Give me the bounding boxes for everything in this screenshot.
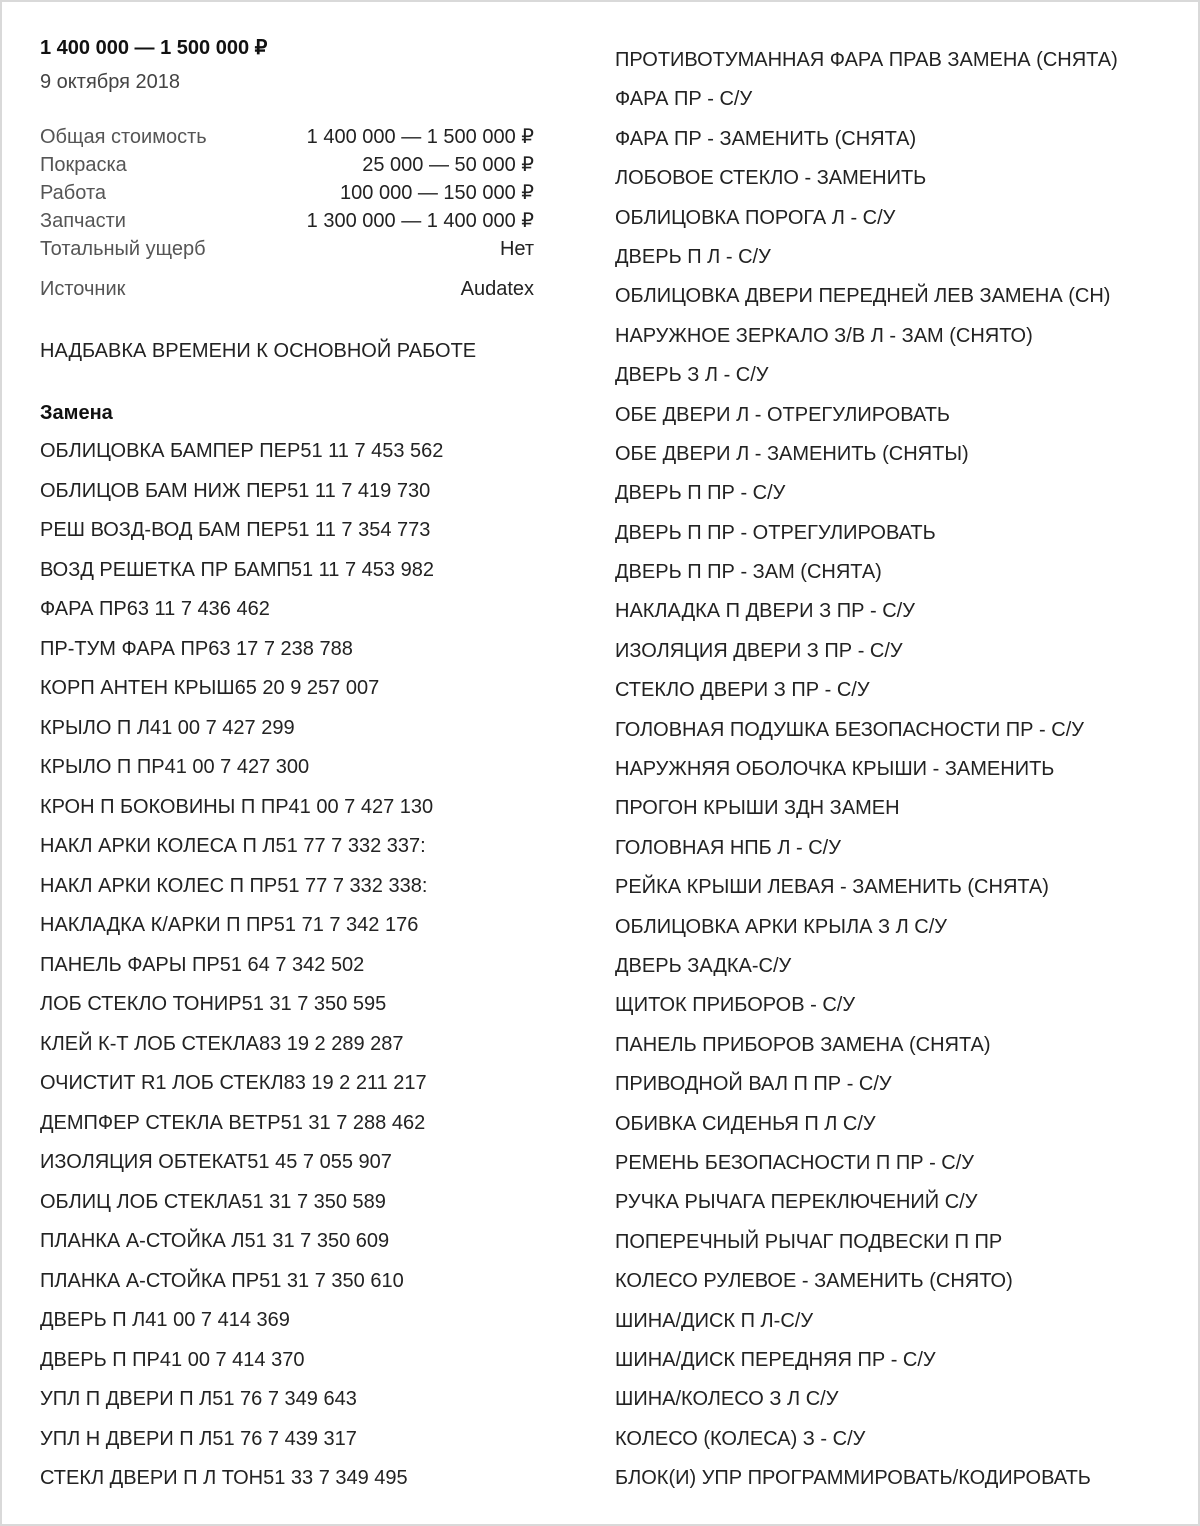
work-operation-item: ПРОТИВОТУМАННАЯ ФАРА ПРАВ ЗАМЕНА (СНЯТА) bbox=[615, 49, 1118, 71]
work-operation-item: ОБЛИЦОВКА АРКИ КРЫЛА З Л С/У bbox=[615, 915, 947, 938]
work-operation-item: ОБЛИЦОВКА ДВЕРИ ПЕРЕДНЕЙ ЛЕВ ЗАМЕНА (СН) bbox=[615, 285, 1111, 308]
price-range-heading: 1 400 000 — 1 500 000 ₽ bbox=[40, 37, 268, 59]
work-operation-item: ДВЕРЬ ЗАДКА-С/У bbox=[615, 954, 792, 977]
stat-row-painting bbox=[40, 151, 534, 179]
work-operation-item: ДВЕРЬ П Л - С/У bbox=[615, 245, 771, 268]
replacement-part-item: ЛОБ СТЕКЛО ТОНИР51 31 7 350 595 bbox=[40, 993, 387, 1015]
work-operation-item: ФАРА ПР - ЗАМЕНИТЬ (СНЯТА) bbox=[615, 127, 917, 150]
work-operation-item: РЕЙКА КРЫШИ ЛЕВАЯ - ЗАМЕНИТЬ (СНЯТА) bbox=[615, 876, 1049, 899]
replacement-parts-list bbox=[40, 438, 534, 1505]
work-operation-item: РУЧКА РЫЧАГА ПЕРЕКЛЮЧЕНИЙ С/У bbox=[615, 1191, 978, 1214]
stat-value: Нет bbox=[499, 238, 534, 260]
work-operation-item: ИЗОЛЯЦИЯ ДВЕРИ З ПР - С/У bbox=[615, 639, 903, 662]
work-operation-item: ПРИВОДНОЙ ВАЛ П ПР - С/У bbox=[615, 1073, 892, 1096]
work-operations-list bbox=[615, 47, 1175, 1504]
replacement-part-item: УПЛ П ДВЕРИ П Л51 76 7 349 643 bbox=[40, 1388, 357, 1410]
stat-row-total bbox=[40, 123, 534, 151]
replacement-section-title: Замена bbox=[40, 402, 113, 424]
stat-label: Тотальный ущерб bbox=[40, 238, 206, 260]
replacement-part-item: КОРП АНТЕН КРЫШ65 20 9 257 007 bbox=[40, 677, 380, 699]
stat-row-labor bbox=[40, 179, 534, 207]
work-operation-item: ФАРА ПР - С/У bbox=[615, 88, 753, 111]
work-operation-item: НАКЛАДКА П ДВЕРИ З ПР - С/У bbox=[615, 600, 915, 623]
replacement-part-item: ОБЛИЦОВ БАМ НИЖ ПЕР51 11 7 419 730 bbox=[40, 479, 431, 502]
replacement-part-item: УПЛ Н ДВЕРИ П Л51 76 7 439 317 bbox=[40, 1427, 357, 1450]
work-operation-item: ШИНА/КОЛЕСО З Л С/У bbox=[615, 1388, 839, 1411]
replacement-part-item: ДВЕРЬ П ПР41 00 7 414 370 bbox=[40, 1348, 305, 1371]
work-operation-item: ГОЛОВНАЯ НПБ Л - С/У bbox=[615, 836, 841, 859]
replacement-part-item: ПАНЕЛЬ ФАРЫ ПР51 64 7 342 502 bbox=[40, 953, 365, 976]
replacement-part-item: РЕШ ВОЗД-ВОД БАМ ПЕР51 11 7 354 773 bbox=[40, 519, 431, 541]
work-operation-item: ОБЕ ДВЕРИ Л - ЗАМЕНИТЬ (СНЯТЫ) bbox=[615, 442, 969, 465]
work-operation-item: ПАНЕЛЬ ПРИБОРОВ ЗАМЕНА (СНЯТА) bbox=[615, 1033, 991, 1056]
cost-summary bbox=[40, 123, 534, 303]
work-operation-item: КОЛЕСО РУЛЕВОЕ - ЗАМЕНИТЬ (СНЯТО) bbox=[615, 1270, 1013, 1293]
replacement-part-item: ИЗОЛЯЦИЯ ОБТЕКАТ51 45 7 055 907 bbox=[40, 1151, 392, 1173]
work-operation-item: КОЛЕСО (КОЛЕСА) З - С/У bbox=[615, 1427, 866, 1450]
replacement-part-item: ПР-ТУМ ФАРА ПР63 17 7 238 788 bbox=[40, 637, 353, 660]
replacement-part-item: НАКЛ АРКИ КОЛЕС П ПР51 77 7 332 338: bbox=[40, 874, 428, 897]
work-operation-item: ЩИТОК ПРИБОРОВ - С/У bbox=[615, 994, 856, 1017]
work-operation-item: ОБЕ ДВЕРИ Л - ОТРЕГУЛИРОВАТЬ bbox=[615, 403, 951, 426]
replacement-part-item: ВОЗД РЕШЕТКА ПР БАМП51 11 7 453 982 bbox=[40, 558, 434, 581]
source-value: Audatex bbox=[460, 278, 534, 300]
work-operation-item: СТЕКЛО ДВЕРИ З ПР - С/У bbox=[615, 679, 870, 702]
work-operation-item: БЛОК(И) УПР ПРОГРАММИРОВАТЬ/КОДИРОВАТЬ bbox=[615, 1467, 1091, 1490]
work-operation-item: ДВЕРЬ П ПР - ЗАМ (СНЯТА) bbox=[615, 561, 882, 584]
replacement-part-item: КРЫЛО П ПР41 00 7 427 300 bbox=[40, 756, 310, 778]
right-column bbox=[615, 47, 1175, 1504]
stat-value: 25 000 — 50 000 ₽ bbox=[362, 154, 534, 176]
stat-label: Работа bbox=[40, 182, 106, 204]
work-operation-item: ОБИВКА СИДЕНЬЯ П Л С/У bbox=[615, 1112, 876, 1135]
source-label: Источник bbox=[40, 278, 126, 300]
stat-label: Общая стоимость bbox=[40, 126, 207, 148]
replacement-part-item: НАКЛ АРКИ КОЛЕСА П Л51 77 7 332 337: bbox=[40, 835, 426, 857]
replacement-part-item: СТЕКЛ ДВЕРИ П Л ТОН51 33 7 349 495 bbox=[40, 1467, 408, 1489]
stat-value: 1 400 000 — 1 500 000 ₽ bbox=[306, 126, 534, 148]
work-operation-item: РЕМЕНЬ БЕЗОПАСНОСТИ П ПР - С/У bbox=[615, 1151, 975, 1174]
work-operation-item: ШИНА/ДИСК П Л-С/У bbox=[615, 1309, 814, 1332]
replacement-part-item: ПЛАНКА А-СТОЙКА Л51 31 7 350 609 bbox=[40, 1230, 390, 1252]
replacement-part-item: ОБЛИЦОВКА БАМПЕР ПЕР51 11 7 453 562 bbox=[40, 440, 444, 462]
stat-value: 1 300 000 — 1 400 000 ₽ bbox=[306, 210, 534, 232]
replacement-part-item: ПЛАНКА А-СТОЙКА ПР51 31 7 350 610 bbox=[40, 1269, 404, 1292]
work-operation-item: НАРУЖНЯЯ ОБОЛОЧКА КРЫШИ - ЗАМЕНИТЬ bbox=[615, 758, 1055, 781]
stat-row-parts bbox=[40, 207, 534, 235]
work-operation-item: ПОПЕРЕЧНЫЙ РЫЧАГ ПОДВЕСКИ П ПР bbox=[615, 1230, 1003, 1253]
left-column bbox=[40, 35, 534, 1505]
work-operation-item: ПРОГОН КРЫШИ ЗДН ЗАМЕН bbox=[615, 797, 900, 820]
replacement-part-item: ОЧИСТИТ R1 ЛОБ СТЕКЛ83 19 2 211 217 bbox=[40, 1072, 427, 1094]
replacement-part-item: НАКЛАДКА К/АРКИ П ПР51 71 7 342 176 bbox=[40, 914, 419, 936]
replacement-part-item: ОБЛИЦ ЛОБ СТЕКЛА51 31 7 350 589 bbox=[40, 1190, 386, 1213]
replacement-part-item: КЛЕЙ К-Т ЛОБ СТЕКЛА83 19 2 289 287 bbox=[40, 1032, 404, 1055]
replacement-part-item: ДЕМПФЕР СТЕКЛА ВЕТР51 31 7 288 462 bbox=[40, 1111, 426, 1134]
work-operation-item: ОБЛИЦОВКА ПОРОГА Л - С/У bbox=[615, 206, 896, 229]
work-operation-item: ШИНА/ДИСК ПЕРЕДНЯЯ ПР - С/У bbox=[615, 1348, 936, 1371]
stat-label: Покраска bbox=[40, 154, 127, 176]
stat-value: 100 000 — 150 000 ₽ bbox=[340, 182, 534, 204]
work-operation-item: ГОЛОВНАЯ ПОДУШКА БЕЗОПАСНОСТИ ПР - С/У bbox=[615, 718, 1084, 741]
replacement-part-item: КРЫЛО П Л41 00 7 427 299 bbox=[40, 716, 295, 739]
stat-row-total-loss bbox=[40, 235, 534, 263]
replacement-part-item: ФАРА ПР63 11 7 436 462 bbox=[40, 598, 270, 620]
work-note: НАДБАВКА ВРЕМЕНИ К ОСНОВНОЙ РАБОТЕ bbox=[40, 340, 477, 362]
work-operation-item: ДВЕРЬ П ПР - С/У bbox=[615, 482, 786, 505]
work-operation-item: ДВЕРЬ П ПР - ОТРЕГУЛИРОВАТЬ bbox=[615, 521, 936, 544]
replacement-part-item: ДВЕРЬ П Л41 00 7 414 369 bbox=[40, 1309, 290, 1331]
replacement-part-item: КРОН П БОКОВИНЫ П ПР41 00 7 427 130 bbox=[40, 795, 434, 818]
stat-row-source bbox=[40, 275, 534, 303]
work-operation-item: ДВЕРЬ З Л - С/У bbox=[615, 364, 769, 387]
stat-label: Запчасти bbox=[40, 210, 126, 232]
work-operation-item: ЛОБОВОЕ СТЕКЛО - ЗАМЕНИТЬ bbox=[615, 167, 927, 190]
estimate-date: 9 октября 2018 bbox=[40, 71, 180, 93]
work-operation-item: НАРУЖНОЕ ЗЕРКАЛО З/В Л - ЗАМ (СНЯТО) bbox=[615, 324, 1033, 347]
